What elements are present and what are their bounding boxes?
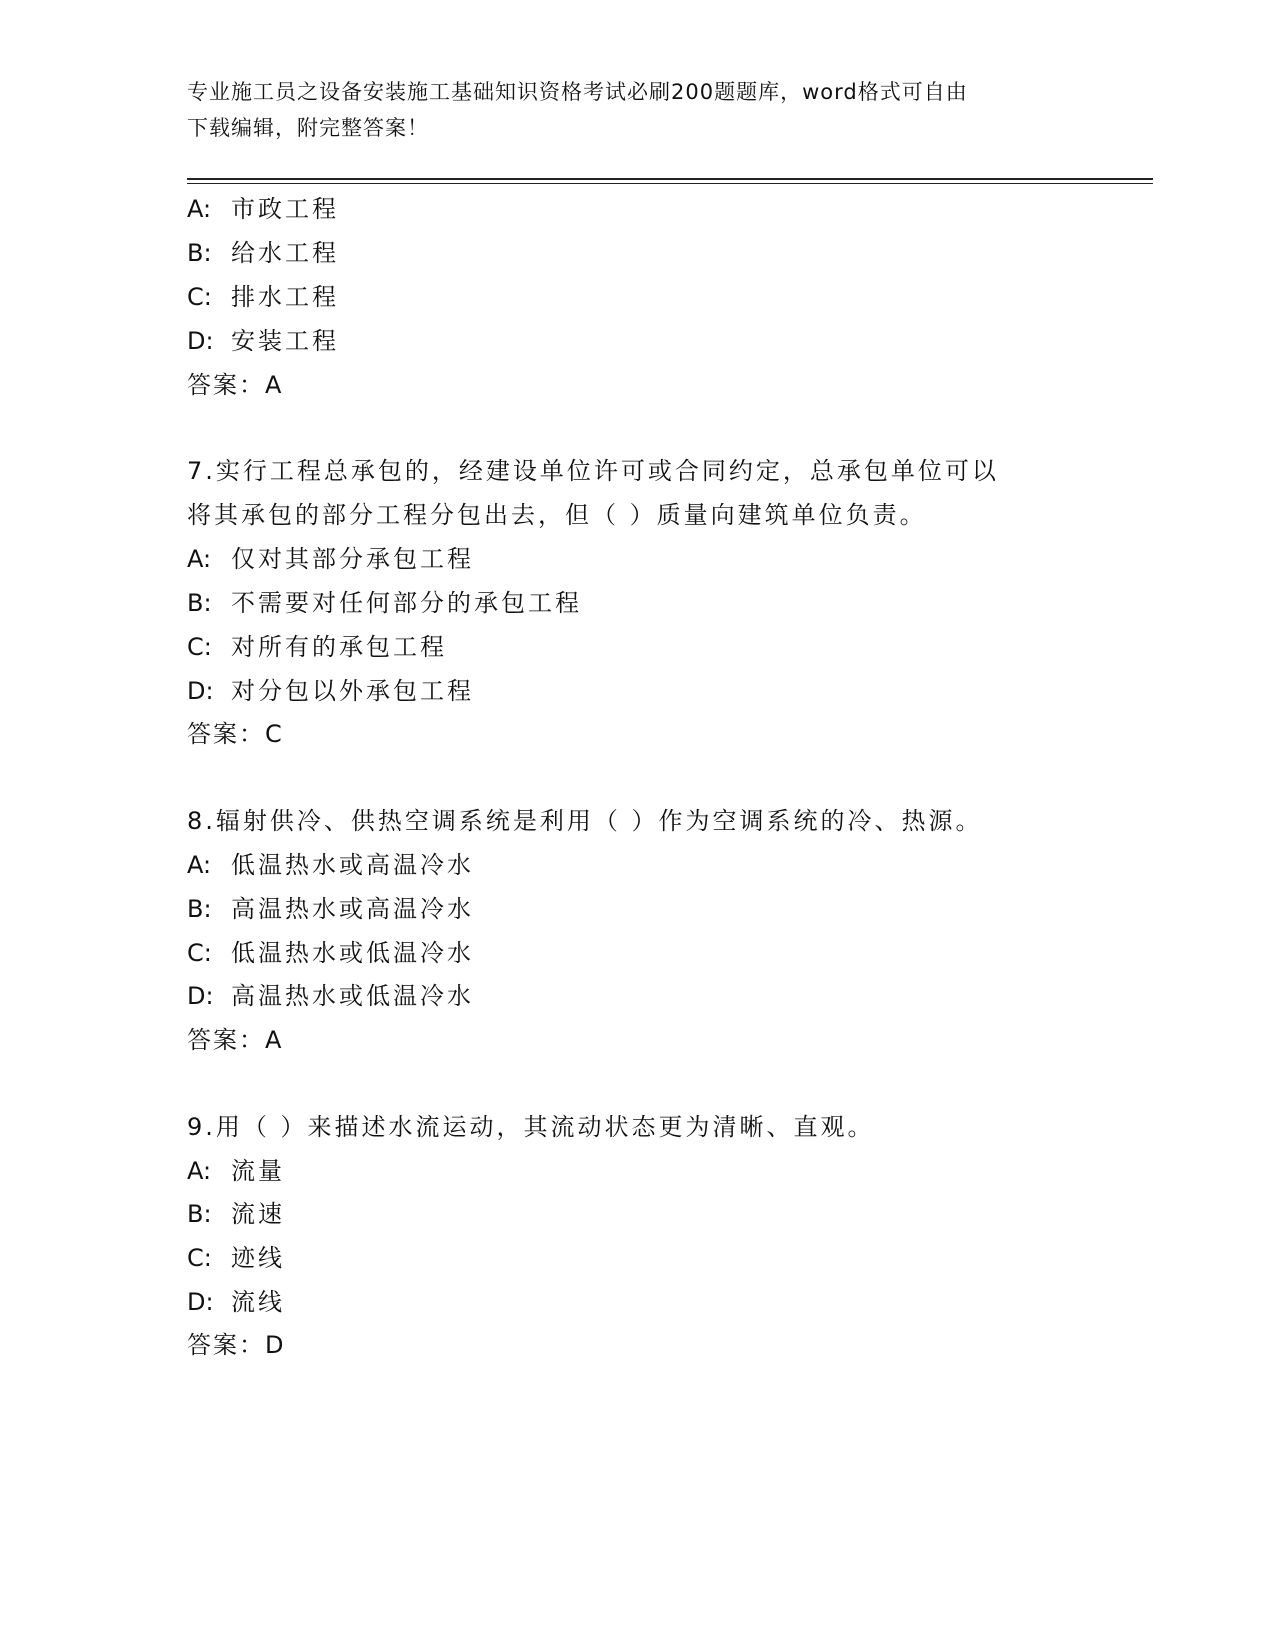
option-item: B: 给水工程	[187, 239, 339, 267]
option-item: D: 高温热水或低温冷水	[187, 982, 474, 1010]
question-stem: 7.实行工程总承包的，经建设单位许可或合同约定，总承包单位可以	[187, 457, 999, 485]
question-stem: 将其承包的部分工程分包出去，但（ ）质量向建筑单位负责。	[187, 501, 927, 529]
option-item: C: 迹线	[187, 1244, 285, 1272]
option-item: A: 市政工程	[187, 195, 339, 223]
option-item: B: 高温热水或高温冷水	[187, 895, 474, 923]
option-item: D: 对分包以外承包工程	[187, 677, 474, 705]
option-item: B: 流速	[187, 1200, 285, 1228]
option-item: A: 流量	[187, 1157, 285, 1185]
answer-line: 答案：A	[187, 371, 284, 399]
option-item: B: 不需要对任何部分的承包工程	[187, 589, 582, 617]
option-item: D: 流线	[187, 1288, 285, 1316]
option-item: C: 排水工程	[187, 283, 339, 311]
header-divider-thick	[187, 178, 1153, 180]
option-item: C: 低温热水或低温冷水	[187, 939, 474, 967]
question-stem: 8.辐射供冷、供热空调系统是利用（ ）作为空调系统的冷、热源。	[187, 807, 983, 835]
document-header	[187, 74, 1067, 146]
header-line-2: 下载编辑，附完整答案！	[187, 116, 429, 140]
option-item: D: 安装工程	[187, 327, 339, 355]
header-divider-thin	[187, 183, 1153, 184]
answer-line: 答案：C	[187, 720, 284, 748]
option-item: A: 仅对其部分承包工程	[187, 545, 474, 573]
answer-line: 答案：A	[187, 1026, 284, 1054]
answer-line: 答案：D	[187, 1331, 286, 1359]
option-item: C: 对所有的承包工程	[187, 633, 447, 661]
question-stem: 9.用（ ）来描述水流运动，其流动状态更为清晰、直观。	[187, 1113, 875, 1141]
header-line-1: 专业施工员之设备安装施工基础知识资格考试必刷200题题库，word格式可自由	[187, 80, 968, 104]
option-item: A: 低温热水或高温冷水	[187, 851, 474, 879]
